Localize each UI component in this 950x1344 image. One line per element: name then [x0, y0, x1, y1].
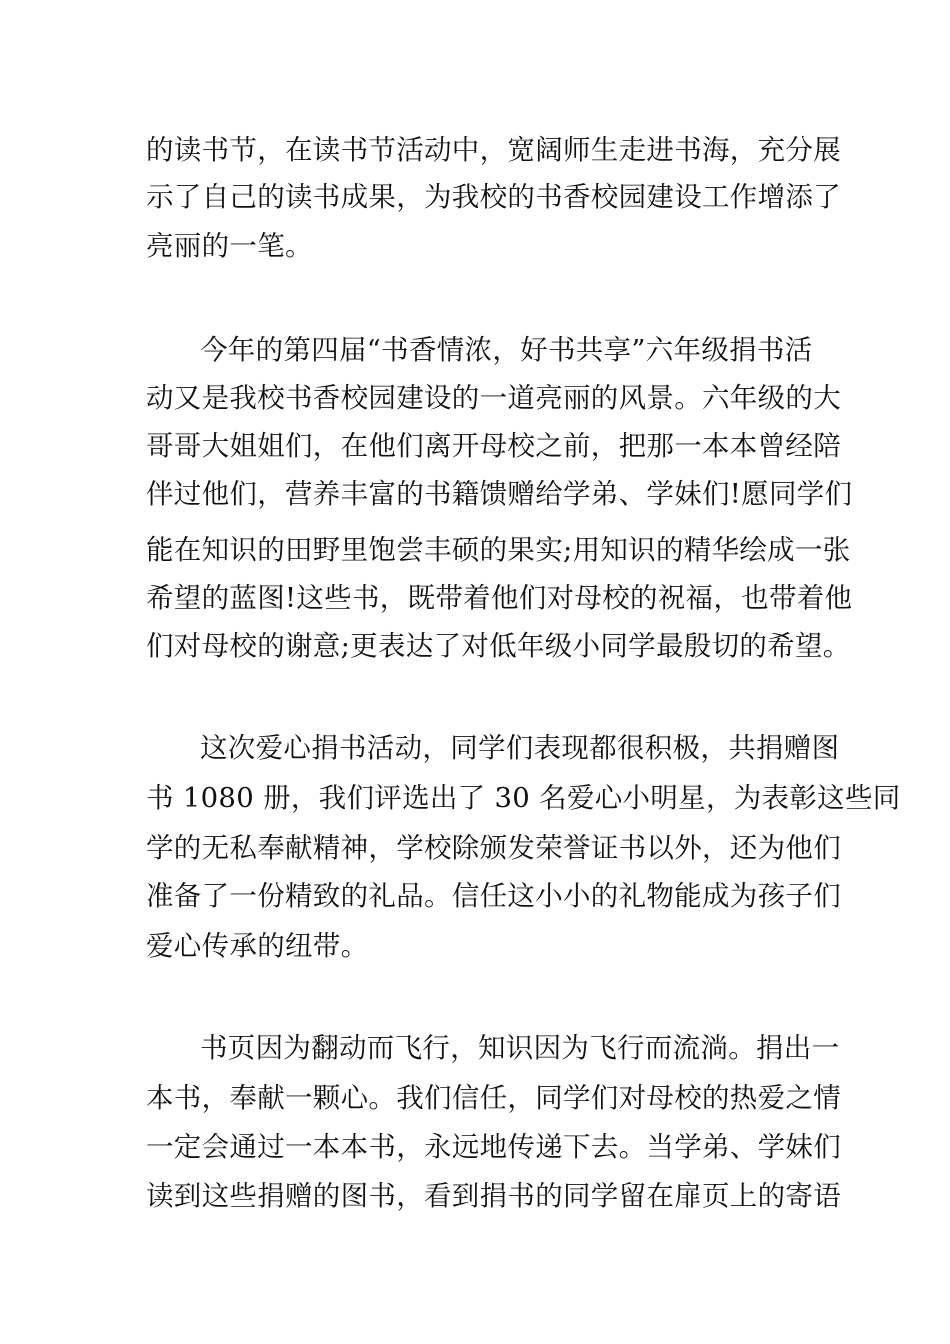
paragraph-2-line-5: 能在知识的田野里饱尝丰硕的果实;用知识的精华绘成一张: [146, 534, 851, 566]
paragraph-2-line-7: 们对母校的谢意;更表达了对低年级小同学最殷切的希望。: [146, 630, 851, 662]
paragraph-1-line-3: 亮丽的一笔。: [146, 230, 313, 262]
paragraph-1-line-1: 的读书节，在读书节活动中，宽阔师生走进书海，充分展: [146, 134, 841, 166]
paragraph-4-line-2: 本书，奉献一颗心。我们信任，同学们对母校的热爱之情: [146, 1082, 841, 1114]
paragraph-3-line-1: 这次爱心捐书活动，同学们表现都很积极，共捐赠图: [200, 732, 840, 764]
paragraph-4-line-4: 读到这些捐赠的图书，看到捐书的同学留在扉页上的寄语: [146, 1180, 841, 1212]
paragraph-2-line-1: 今年的第四届“书香情浓，好书共享”六年级捐书活: [200, 334, 813, 366]
paragraph-3-line-3: 学的无私奉献精神，学校除颁发荣誉证书以外，还为他们: [146, 832, 841, 864]
paragraph-2-line-4: 伴过他们，营养丰富的书籍馈赠给学弟、学妹们!愿同学们: [146, 478, 853, 510]
paragraph-3-line-5: 爱心传承的纽带。: [146, 930, 369, 962]
paragraph-2-line-6: 希望的蓝图!这些书，既带着他们对母校的祝福，也带着他: [146, 582, 853, 614]
paragraph-4-line-3: 一定会通过一本本书，永远地传递下去。当学弟、学妹们: [146, 1131, 841, 1163]
paragraph-2-line-3: 哥哥大姐姐们，在他们离开母校之前，把那一本本曾经陪: [146, 430, 841, 462]
paragraph-4-line-1: 书页因为翻动而飞行，知识因为飞行而流淌。捐出一: [200, 1032, 840, 1064]
paragraph-3-line-2: 书 1080 册，我们评选出了 30 名爱心小明星，为表彰这些同: [146, 782, 901, 814]
paragraph-3-line-4: 准备了一份精致的礼品。信任这小小的礼物能成为孩子们: [146, 880, 841, 912]
paragraph-1-line-2: 示了自己的读书成果，为我校的书香校园建设工作增添了: [146, 181, 841, 213]
paragraph-2-line-2: 动又是我校书香校园建设的一道亮丽的风景。六年级的大: [146, 382, 841, 414]
